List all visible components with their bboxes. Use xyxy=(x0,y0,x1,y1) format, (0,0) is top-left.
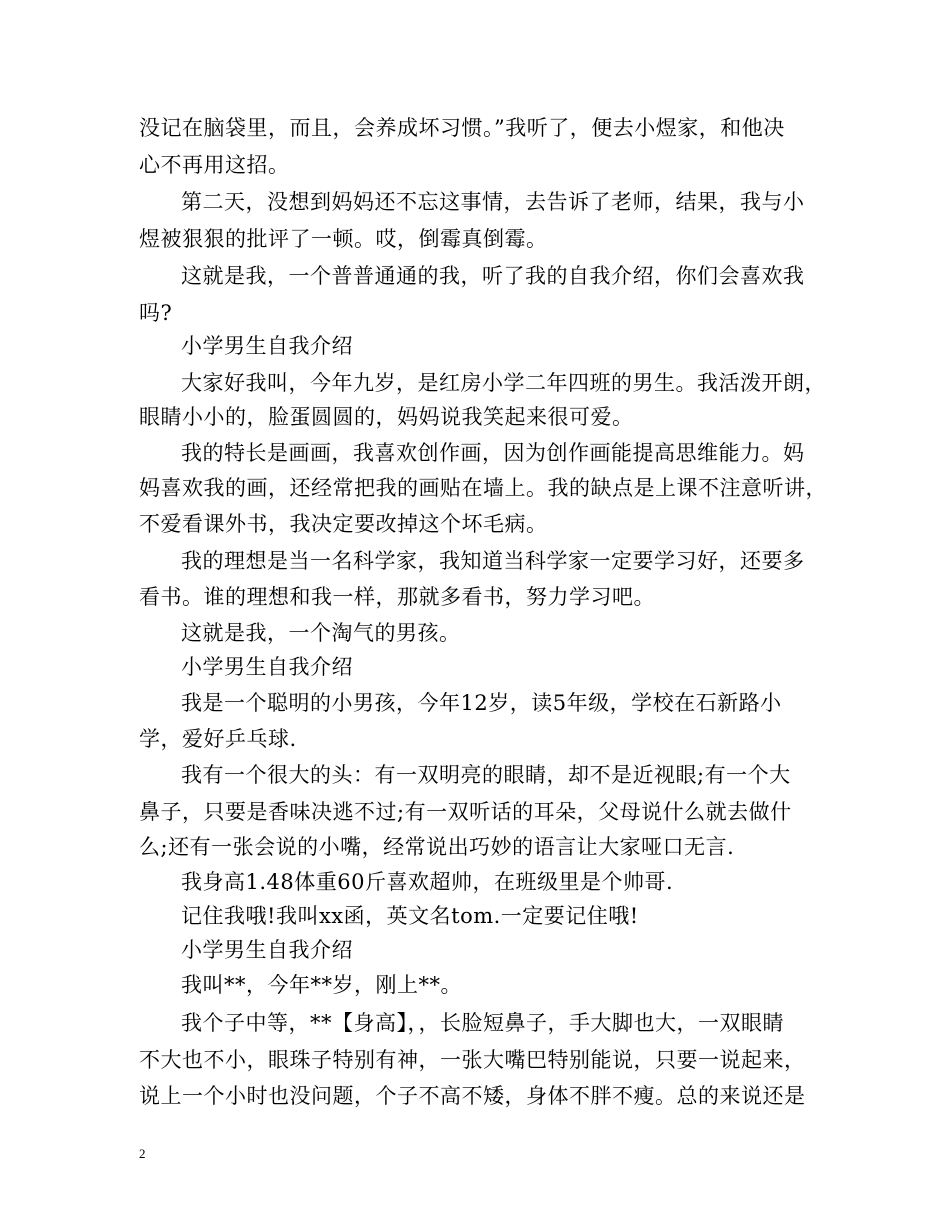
text-line: 我的理想是当一名科学家，我知道当科学家一定要学习好，还要多 xyxy=(181,549,805,573)
page-number: 2 xyxy=(139,1146,146,1161)
text-line: 不大也不小，眼珠子特别有神，一张大嘴巴特别能说，只要一说起来， xyxy=(139,1048,806,1072)
text-line: 眼睛小小的，脸蛋圆圆的，妈妈说我笑起来很可爱。 xyxy=(139,405,634,429)
text-line: 说上一个小时也没问题，个子不高不矮，身体不胖不瘦。总的来说还是 xyxy=(139,1084,806,1108)
text-line: 看书。谁的理想和我一样，那就多看书，努力学习吧。 xyxy=(139,585,655,609)
text-line: 妈喜欢我的画，还经常把我的画贴在墙上。我的缺点是上课不注意听讲， xyxy=(139,476,827,500)
text-line: 鼻子，只要是香味决逃不过;有一双听话的耳朵，父母说什么就去做什 xyxy=(139,800,792,824)
text-line: 我有一个很大的头：有一双明亮的眼睛，却不是近视眼;有一个大 xyxy=(181,763,791,787)
text-line: 第二天，没想到妈妈还不忘这事情，去告诉了老师，结果，我与小 xyxy=(181,190,805,214)
text-line: 心不再用这招。 xyxy=(139,153,290,177)
text-line: 没记在脑袋里，而且，会养成坏习惯。”我听了，便去小煜家，和他决 xyxy=(139,116,785,140)
text-line: 我的特长是画画，我喜欢创作画，因为创作画能提高思维能力。妈 xyxy=(181,441,805,465)
section-heading: 小学男生自我介绍 xyxy=(181,334,353,358)
text-line: 我身高1.48体重60斤喜欢超帅，在班级里是个帅哥. xyxy=(181,870,674,894)
text-line: 我是一个聪明的小男孩，今年12岁，读5年级，学校在石新路小 xyxy=(181,691,782,715)
text-line: 我叫**，今年**岁，刚上**。 xyxy=(181,973,462,997)
text-line: 我个子中等，**【身高】，，长脸短鼻子，手大脚也大，一双眼睛 xyxy=(181,1011,784,1035)
text-line: 么;还有一张会说的小嘴，经常说出巧妙的语言让大家哑口无言. xyxy=(139,835,735,859)
text-line: 大家好我叫，今年九岁，是红房小学二年四班的男生。我活泼开朗， xyxy=(181,371,826,395)
text-line: 这就是我，一个淘气的男孩。 xyxy=(181,621,461,645)
section-heading: 小学男生自我介绍 xyxy=(181,938,353,962)
section-heading: 小学男生自我介绍 xyxy=(181,655,353,679)
text-line: 不爱看课外书，我决定要改掉这个坏毛病。 xyxy=(139,512,548,536)
text-line: 学，爱好乒乓球. xyxy=(139,727,297,751)
text-line: 煜被狠狠的批评了一顿。哎，倒霉真倒霉。 xyxy=(139,227,548,251)
text-line: 吗? xyxy=(139,301,173,325)
text-line: 这就是我，一个普普通通的我，听了我的自我介绍，你们会喜欢我 xyxy=(181,264,805,288)
text-line: 记住我哦!我叫xx函，英文名tom.一定要记住哦! xyxy=(181,904,639,928)
